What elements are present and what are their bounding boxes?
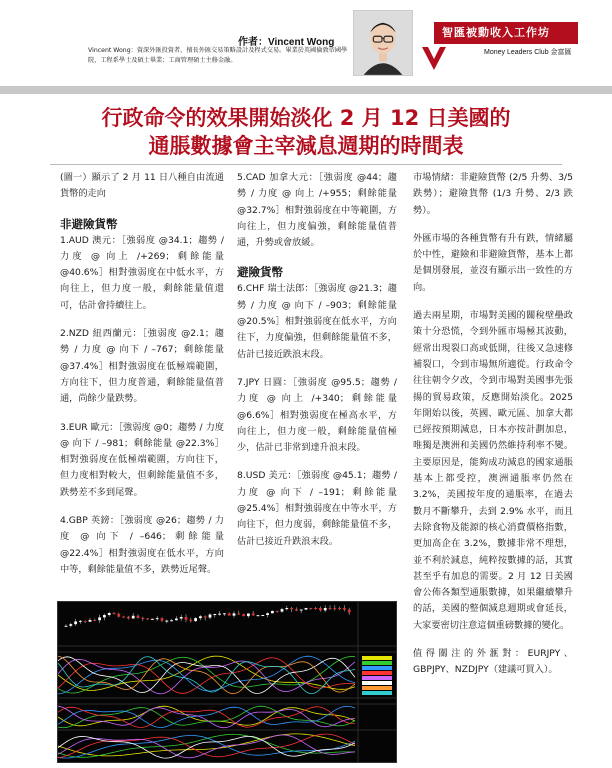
momentum-line bbox=[58, 706, 355, 728]
candle-body bbox=[343, 608, 346, 610]
candle-body bbox=[223, 613, 226, 614]
candle-body bbox=[65, 626, 68, 627]
candle-body bbox=[84, 621, 87, 622]
usd-paragraph: 8.USD 美元：［強弱度 @45.1；趨勢 / 力度 @ 向下 / –191；剩餘能量 @25.4%］相對強弱度在中等水平，方向往下，但力度弱，剩餘能量值不多，估計已接近升跌浪末段。 bbox=[237, 470, 397, 547]
candle-body bbox=[333, 608, 336, 609]
cad-paragraph: 5.CAD 加拿大元：［強弱度 @44；趨勢 / 力度 @ 向上 /+955；剩餘能量 @32.7%］相對強弱度在中等範圍，方向往上，但力度偏強，剩餘能量值普通，升勢或會放緩。 bbox=[237, 172, 397, 249]
candle-body bbox=[69, 624, 72, 626]
candle-body bbox=[199, 616, 202, 618]
candle-body bbox=[89, 620, 92, 622]
brand-logo-icon bbox=[420, 44, 448, 72]
currency-strength-chart bbox=[57, 601, 397, 763]
column-2 bbox=[237, 170, 397, 562]
candle-body bbox=[151, 619, 154, 620]
candle-body bbox=[79, 621, 82, 622]
watch-paragraph: 值得關注的外滙對：EURJPY、GBPJPY、NZDJPY（建議可買入）。 bbox=[413, 648, 573, 676]
level-marker bbox=[362, 686, 392, 690]
candle-body bbox=[305, 608, 308, 610]
jpy-paragraph: 7.JPY 日圓：［強弱度 @95.5；趨勢 / 力度 @ 向上 /+340；剩餘能量 @6.6%］相對強弱度在極高水平，方向往上，但力度一般，剩餘能量值極少，估計已非常到達升浪末段。 bbox=[237, 376, 397, 454]
candle-body bbox=[314, 608, 317, 609]
chart-canvas bbox=[58, 602, 396, 762]
candle-body bbox=[247, 613, 250, 616]
candle-body bbox=[281, 609, 284, 611]
author-bio: Vincent Wong：資深外匯投資者，擅長外匯交易策略設計及程式交易。畢業於英國倫敦帝國學院，工程系學士及碩士畢業；工商管理碩士主修金融。 bbox=[88, 47, 348, 64]
candle-body bbox=[117, 614, 120, 617]
non-safe-heading: 非避險貨幣 bbox=[60, 216, 118, 231]
intro-paragraph: (圖一）顯示了 2 月 11 日八種自由流通貨幣的走向 bbox=[60, 172, 224, 200]
candle-body bbox=[242, 614, 245, 616]
candle-body bbox=[175, 619, 178, 621]
candle-body bbox=[165, 621, 168, 622]
momentum-line bbox=[58, 707, 355, 728]
column-name: 智匯被動收入工作坊 bbox=[434, 22, 578, 44]
title-line-1: 行政命令的效果開始淡化 2 月 12 日美國的 bbox=[101, 106, 511, 130]
title-line-2: 通脹數據會主宰減息週期的時間表 bbox=[148, 134, 464, 158]
strength-line bbox=[58, 657, 355, 694]
candle-body bbox=[189, 620, 192, 621]
candle-body bbox=[74, 622, 77, 625]
candle-body bbox=[141, 618, 144, 619]
candle-body bbox=[261, 615, 264, 616]
gbp-paragraph: 4.GBP 英鎊：［強弱度 @26；趨勢 / 力度 @ 向下 / –646；剩餘能量 @22.4%］相對強弱度在低水平，方向中等，剩餘能量值不多，跌勢近尾聲。 bbox=[60, 515, 224, 575]
page-number: 29 bbox=[556, 20, 579, 42]
level-marker bbox=[362, 661, 392, 665]
nzd-paragraph: 2.NZD 紐西蘭元：［強弱度 @2.1；趨勢 / 力度 @ 向下 / –767；剩餘能量 @37.4%］相對強弱度在低極端範圍，方向往下，但力度普通，剩餘能量值普通，尚餘少量跌勢。 bbox=[60, 328, 224, 405]
candle-body bbox=[213, 614, 216, 615]
author-portrait-icon bbox=[354, 11, 412, 75]
candle-body bbox=[228, 613, 231, 615]
candle-body bbox=[98, 617, 101, 620]
candle-body bbox=[285, 608, 288, 609]
candle-body bbox=[290, 608, 293, 609]
candle-body bbox=[300, 610, 303, 611]
candle-body bbox=[348, 610, 351, 613]
candle-body bbox=[161, 618, 164, 621]
candle-body bbox=[122, 617, 125, 618]
level-marker bbox=[362, 671, 392, 675]
safe-heading: 避險貨幣 bbox=[237, 265, 283, 280]
candle-body bbox=[271, 611, 274, 613]
candle-body bbox=[218, 614, 221, 615]
momentum-line bbox=[58, 706, 355, 728]
summary-paragraph: 外匯市場的各種貨幣有升有跌，情緒屬於中性，避險和非避險貨幣，基本上都是個別發展，並沒有顯示出一致性的方向。 bbox=[413, 232, 573, 293]
strength-line bbox=[58, 656, 355, 694]
author-photo bbox=[353, 10, 413, 76]
candle-body bbox=[93, 620, 96, 621]
candle-body bbox=[132, 616, 135, 619]
eur-paragraph: 3.EUR 歐元：［強弱度 @0；趨勢 / 力度 @ 向下 / –981；剩餘能量 @22.3%］相對強弱度在低極端範圍，方向往下，但力度相對較大，但剩餘能量值不多，跌勢差不多到尾聲。 bbox=[60, 421, 224, 498]
analysis-paragraph: 過去兩星期，市場對美國的關稅壁壘政策十分恐慌，令到外匯市場極其波動，經常出現裂口高或低開，往後又急速修補裂口，令到市場無所適從。行政命令往往朝令夕改，令到市場對美國事先張揚的貿易政策，反應開始淡化。2025 年開始以後，英國、歐元區、加拿大都已經按預期減息，日本亦按計劃加息，唯獨是澳洲和美國仍然維持利率不變。主要原因是，能夠成功減息的國家通脹基本上都受控，澳洲通脹率仍然在 3.2%，美國按年度的通脹率，在過去數月不斷攀升，去到 2.9% 水平，而且去除食物及能源的核心消費價格指數，更加高企在 3.2%，數據非常不理想，並不利於減息，純粹按數據的話，其實甚至乎有加息的需要。2 月 12 日美國會公佈各類型通脹數據，如果繼續攀升的話，美國的整個減息週期或會延長，大家要密切注意這個重磅數據的變化。 bbox=[413, 310, 573, 631]
aud-paragraph: 1.AUD 澳元：［強弱度 @34.1；趨勢 / 力度 @ 向上 /+269；剩餘能量 @40.6%］相對強弱度在中低水平，方向往上，但力度一般，剩餘能量值還可，估計會持續往上。 bbox=[60, 234, 224, 311]
candle-body bbox=[146, 618, 149, 619]
candle-body bbox=[338, 608, 341, 609]
level-marker bbox=[362, 656, 392, 660]
candle-body bbox=[233, 613, 236, 615]
strength-line bbox=[58, 657, 355, 694]
column-1 bbox=[60, 170, 224, 590]
strength-line bbox=[58, 656, 355, 690]
candle-body bbox=[185, 617, 188, 620]
candle-body bbox=[324, 608, 327, 610]
candle-body bbox=[266, 613, 269, 615]
club-name: Money Leaders Club 金富匯 bbox=[484, 49, 572, 56]
candle-body bbox=[127, 617, 130, 619]
column-3 bbox=[413, 170, 573, 691]
section-rule bbox=[50, 164, 562, 165]
title-divider bbox=[0, 86, 612, 94]
candle-body bbox=[276, 611, 279, 612]
level-marker bbox=[362, 691, 392, 695]
level-marker bbox=[362, 676, 392, 680]
chf-paragraph: 6.CHF 瑞士法郎：［強弱度 @21.3；趨勢 / 力度 @ 向下 / –903；剩餘能量 @20.5%］相對強弱度在低水平，方向往下，力度偏強，但剩餘能量值不多，估計已接近跌浪末段。 bbox=[237, 283, 397, 360]
candle-body bbox=[237, 613, 240, 614]
candle-body bbox=[108, 613, 111, 615]
page-header bbox=[0, 0, 612, 80]
momentum-line bbox=[58, 706, 355, 727]
candle-body bbox=[257, 615, 260, 616]
candle-body bbox=[329, 608, 332, 609]
candle-body bbox=[170, 620, 173, 621]
candle-body bbox=[156, 618, 159, 619]
candle-body bbox=[180, 617, 183, 618]
candle-body bbox=[252, 613, 255, 615]
candle-body bbox=[319, 608, 322, 610]
candle-body bbox=[309, 608, 312, 609]
candle-body bbox=[103, 615, 106, 617]
strength-line bbox=[58, 656, 355, 694]
level-marker bbox=[362, 681, 392, 685]
candle-body bbox=[209, 615, 212, 618]
candle-body bbox=[137, 616, 140, 618]
article-title bbox=[40, 104, 572, 160]
candle-body bbox=[204, 616, 207, 617]
author-name: 作者：Vincent Wong bbox=[238, 37, 335, 48]
market-sentiment: 市場情緒：非避險貨幣 (2/5 升勢、3/5 跌勢）；避險貨幣 (1/3 升勢、2/3 跌勢）。 bbox=[413, 172, 573, 216]
candle-body bbox=[113, 613, 116, 614]
strength-line bbox=[58, 657, 355, 694]
candle-body bbox=[194, 618, 197, 621]
candle-body bbox=[295, 609, 298, 610]
level-marker bbox=[362, 666, 392, 670]
